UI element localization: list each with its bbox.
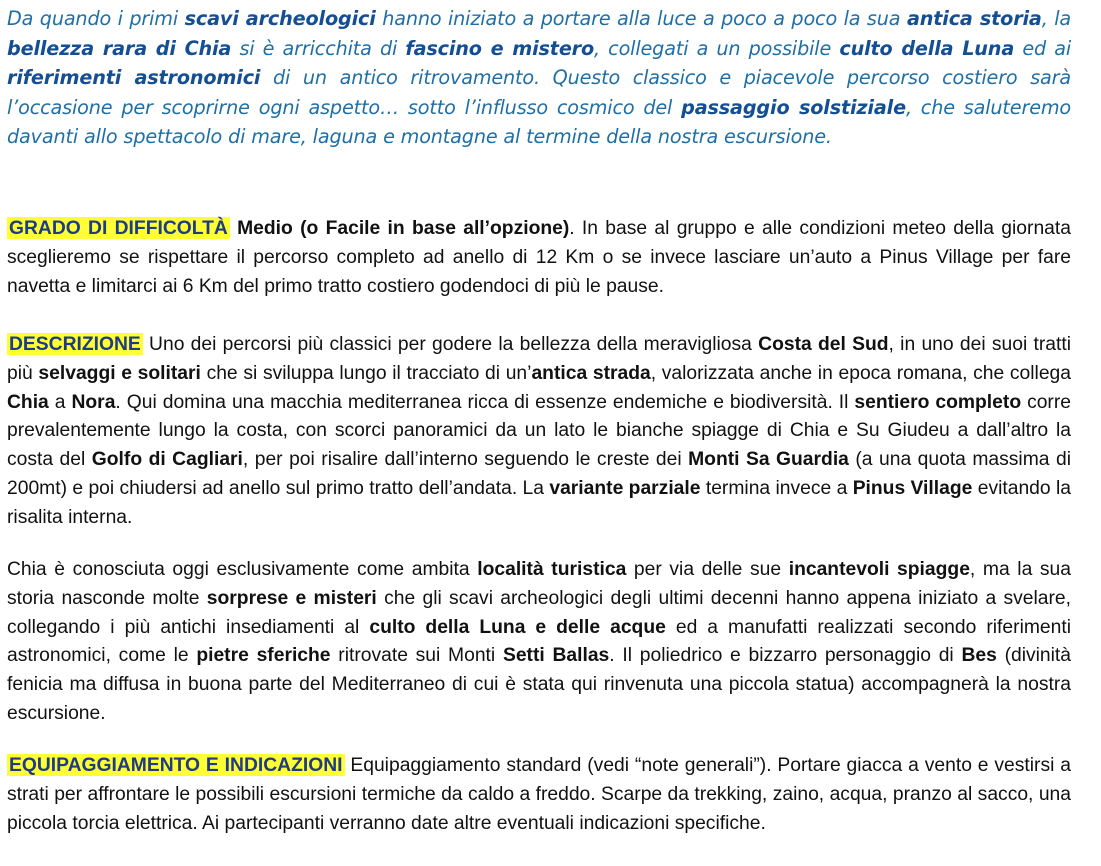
bold-phrase: sorprese e misteri xyxy=(206,587,377,609)
bold-phrase: incantevoli spiagge xyxy=(788,559,970,580)
bold-phrase: Setti Ballas xyxy=(502,645,610,667)
text-run: termina invece a xyxy=(700,477,853,499)
text-run: ed ai xyxy=(1014,36,1071,60)
text-run: si è arricchita di xyxy=(231,36,406,60)
text-run: ed a manufatti realizzati secondo riferimenti astronomici, come le xyxy=(7,616,1071,667)
bold-phrase: passaggio solstiziale xyxy=(681,95,906,119)
text-run: di un antico ritrovamento. Questo classico e piacevole percorso costiero sarà l’occasione per scoprirne ogni aspetto… sotto l’influsso cosmico del xyxy=(7,66,1071,119)
bold-phrase: sentiero completo xyxy=(854,391,1022,413)
bold-phrase: Chia xyxy=(7,391,49,413)
text-run xyxy=(230,218,237,239)
bold-phrase: Costa del Sud xyxy=(758,334,889,355)
bold-phrase: località turistica xyxy=(477,559,627,580)
bold-phrase: fascino e mistero xyxy=(405,36,595,60)
description-section xyxy=(7,331,1071,533)
text-run: . Qui domina una macchia mediterranea ricca di essenze endemiche e biodiversità. Il xyxy=(115,391,855,413)
text-run: per via delle sue xyxy=(626,559,789,580)
bold-phrase: antica strada xyxy=(531,362,651,384)
difficulty-heading: GRADO DI DIFFICOLTÀ xyxy=(9,218,228,239)
bold-phrase: bellezza rara di Chia xyxy=(7,36,232,60)
equipment-section xyxy=(7,752,1071,838)
text-run: Chia è conosciuta oggi esclusivamente come ambita xyxy=(7,559,478,580)
bold-phrase: Medio (o Facile in base all’opzione) xyxy=(237,218,570,239)
bold-phrase: scavi archeologici xyxy=(184,7,376,30)
equipment-heading: EQUIPAGGIAMENTO E INDICAZIONI xyxy=(9,755,343,776)
bold-phrase: riferimenti astronomici xyxy=(7,66,261,90)
bold-phrase: selvaggi e solitari xyxy=(38,362,201,384)
bold-phrase: variante parziale xyxy=(549,477,701,499)
description-text xyxy=(7,334,1071,528)
text-run: a xyxy=(48,391,72,413)
text-run: evitando la risalita interna. xyxy=(7,477,1071,528)
bold-phrase: Monti Sa Guardia xyxy=(688,449,849,471)
text-run: Da quando i primi xyxy=(7,7,185,30)
text-run: , ma la sua storia nasconde molte xyxy=(7,559,1072,609)
text-run: ritrovate sui Monti xyxy=(330,645,503,667)
bold-phrase: pietre sferiche xyxy=(196,645,331,667)
text-run: , valorizzata anche in epoca romana, che collega xyxy=(650,362,1071,384)
difficulty-section xyxy=(7,215,1071,301)
text-run: , collegati a un possibile xyxy=(594,36,840,60)
text-run: . Il poliedrico e bizzarro personaggio di xyxy=(609,645,962,667)
document-page xyxy=(7,0,1072,834)
bold-phrase: antica storia xyxy=(906,7,1042,30)
text-run: Equipaggiamento standard (vedi “note generali”). Portare giacca a vento e vestirsi a strati per affrontare le possibili escursioni termiche da caldo a freddo. Scarpe da trekking, zaino, acqua, pranzo al sacco, una piccola torcia elettrica. Ai partecipanti verranno date altre eventuali indicazioni specifiche. xyxy=(7,755,1071,834)
text-run: , la xyxy=(1041,7,1072,30)
bold-phrase: culto della Luna e delle acque xyxy=(369,616,666,638)
text-run: hanno iniziato a portare alla luce a poco a poco la sua xyxy=(375,7,907,30)
text-run: (a una quota massima di 200mt) e poi chiudersi ad anello sul primo tratto dell’andata. La xyxy=(7,449,1071,499)
text-run: , in uno dei suoi tratti più xyxy=(7,334,1072,384)
bold-phrase: Golfo di Cagliari xyxy=(91,449,243,471)
text-run: (divinità fenicia ma diffusa in buona parte del Mediterraneo di cui è stata qui rinvenuta una piccola statua) accompagnerà la nostra escursione. xyxy=(7,645,1072,724)
bold-phrase: culto della Luna xyxy=(839,36,1015,60)
chia-paragraph xyxy=(7,556,1071,729)
description-heading: DESCRIZIONE xyxy=(9,334,141,355)
bold-phrase: Pinus Village xyxy=(852,477,973,499)
chia-text xyxy=(7,559,1071,724)
text-run: Uno dei percorsi più classici per godere la bellezza della meravigliosa xyxy=(142,334,759,355)
intro-paragraph xyxy=(7,4,1071,152)
text-run: , per poi risalire dall’interno seguendo le creste dei xyxy=(242,449,689,471)
bold-phrase: Nora xyxy=(71,391,116,413)
text-run: , che saluteremo davanti allo spettacolo di mare, laguna e montagne al termine della nostra escursione. xyxy=(7,95,1071,149)
text-run: che gli scavi archeologici degli ultimi decenni hanno appena iniziato a svelare, collegando i più antichi insediamenti al xyxy=(7,587,1071,638)
text-run: che si sviluppa lungo il tracciato di un’ xyxy=(200,362,532,384)
text-run: . In base al gruppo e alle condizioni meteo della giornata sceglieremo se rispettare il percorso completo ad anello di 12 Km o se invece lasciare un’auto a Pinus Village per fare navetta e limitarci ai 6 Km del primo tratto costiero godendoci di più le pause. xyxy=(7,218,1071,297)
text-run: corre prevalentemente lungo la costa, con scorci panoramici da un lato le bianche spiagge di Chia e Su Giudeu a dall’altro la costa del xyxy=(7,391,1071,471)
bold-phrase: Bes xyxy=(961,645,997,667)
